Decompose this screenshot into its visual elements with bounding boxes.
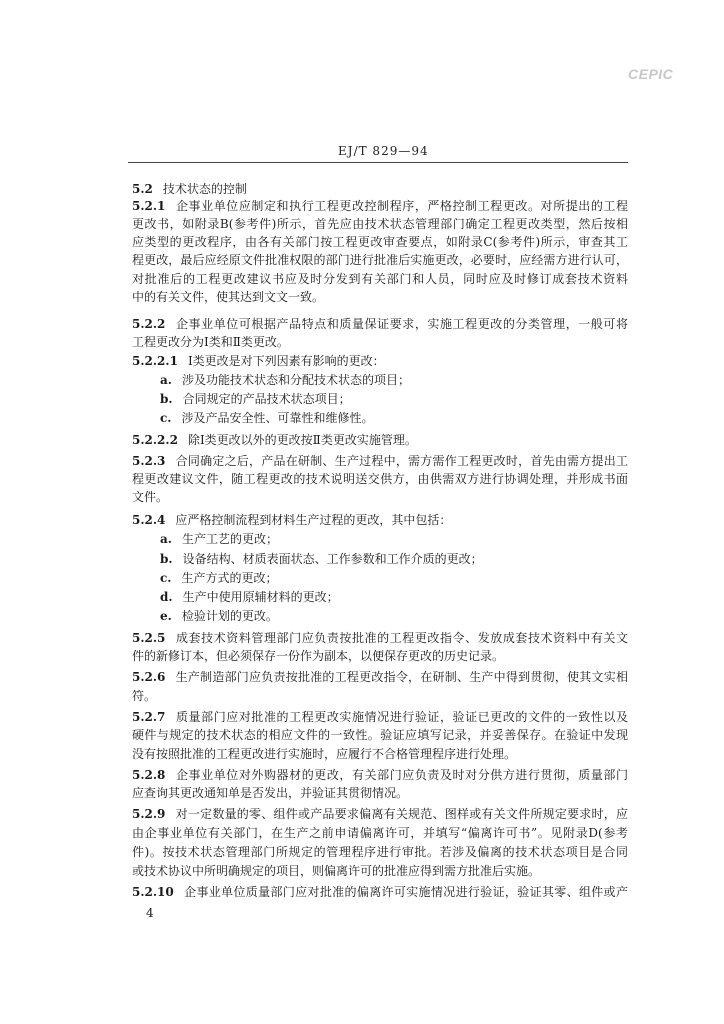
clause-text: 由企事业单位有关部门，在生产之前申请偏离许可，并填写“偏离许可书”。见附录D(参考 [132,826,628,840]
clause-number: a. [160,532,172,546]
clause-text: 涉及功能技术状态和分配技术状态的项目； [181,373,410,387]
clause-text: 企事业单位可根据产品特点和质量保证要求，实施工程更改的分类管理，一般可将 [175,317,628,331]
clause-text: 更改书，如附录B(参考件)所示，首先应由技术状态管理部门确定工程更改类型，然后按相 [132,217,628,231]
clause-number: 5.2.2.1 [132,354,178,368]
text-line [132,180,247,198]
text-line [132,352,385,370]
text-line [160,550,483,568]
clause-text: 没有按照批准的工程更改进行实施时，应履行不合格管理程序进行处理。 [132,747,517,761]
text-line [132,197,628,215]
text-line [160,588,339,606]
clause-text: 程更改，最后应经原文件批准权限的部门进行批准后实施更改，必要时，应经需方进行认可， [132,253,628,267]
clause-text: 企事业单位质量部门应对批准的偏离许可实施情况进行验证，验证其零、组件或产 [183,885,628,899]
clause-text: 企事业单位对外购器材的更改，有关部门应负责及时对分供方进行贯彻，质量部门 [175,768,628,782]
text-line [132,745,516,763]
text-line [132,215,628,233]
text-line [132,270,628,288]
clause-text: 涉及产品安全性、可靠性和维修性。 [181,411,374,425]
text-line [132,862,540,880]
clause-number: 5.2.8 [132,768,166,782]
clause-number: 5.2.5 [132,631,166,645]
text-line [132,805,628,823]
text-line [132,470,628,488]
clause-number: 5.2.10 [132,885,174,899]
clause-text: Ⅰ类更改是对下列因素有影响的更改： [187,354,385,368]
clause-text: 中的有关文件，使其达到文文一致。 [132,290,325,304]
text-line [132,687,156,705]
watermark-logo: CEPIC [628,66,674,82]
clause-number: 5.2 [132,182,153,196]
text-line [160,530,278,548]
text-line [132,629,628,647]
text-line [132,883,628,901]
clause-text: 文件。 [132,490,169,504]
text-line [132,708,628,726]
clause-number: 5.2.2.2 [132,433,178,447]
clause-text: 技术状态的控制 [162,182,247,196]
text-line [132,843,628,861]
document-header: EJ/T 829—94 [338,144,429,158]
page-number: 4 [146,906,154,920]
clause-text: 生产方式的更改； [181,571,278,585]
clause-text: 工程更改分为Ⅰ类和Ⅱ类更改。 [132,335,289,349]
text-line [132,315,628,333]
clause-text: 或技术协议中所明确规定的项目，则偏离许可的批准应得到需方批准后实施。 [132,864,541,878]
clause-text: 件的新修订本，但必须保存一份作为副本，以便保存更改的历史记录。 [132,649,505,663]
text-line [160,390,351,408]
clause-number: 5.2.9 [132,807,166,821]
text-line [160,569,278,587]
text-line [132,333,289,351]
text-line [132,668,628,686]
clause-number: 5.2.6 [132,670,166,684]
clause-number: 5.2.2 [132,317,166,331]
clause-text: 企事业单位应制定和执行工程更改控制程序，严格控制工程更改。对所提出的工程 [175,199,628,213]
clause-text: 生产制造部门应负责按批准的工程更改指令，在研制、生产中得到贯彻，使其文实相 [175,670,628,684]
clause-text: 硬件与规定的技术状态的相应文件的一致性。验证应填写记录，并妥善保存。在验证中发现 [132,728,628,742]
clause-text: 生产中使用原辅材料的更改； [182,590,339,604]
clause-number: e. [160,609,172,623]
header-rule [128,162,628,163]
text-line [132,647,504,665]
clause-text: 件)。按技术状态管理部门所规定的管理程序进行审批。若涉及偏离的技术状态项目是合同 [132,845,628,859]
clause-number: 5.2.3 [132,454,166,468]
clause-number: b. [160,552,173,566]
text-line [132,766,628,784]
text-line [160,371,410,389]
text-line [132,251,628,269]
clause-number: 5.2.1 [132,199,166,213]
clause-text: 除Ⅰ类更改以外的更改按Ⅱ类更改实施管理。 [187,433,417,447]
text-line [160,409,374,427]
text-line [132,288,324,306]
clause-text: 合同确定之后，产品在研制、生产过程中，需方需作工程更改时，首先由需方提出工 [175,454,628,468]
clause-text: 应类型的更改程序，由各有关部门按工程更改审查要点，如附录C(参考件)所示，审查其工 [132,235,628,249]
text-line [132,726,628,744]
clause-number: b. [160,392,173,406]
text-line [132,488,168,506]
text-line [160,607,278,625]
clause-number: 5.2.4 [132,513,166,527]
clause-number: d. [160,590,173,604]
clause-number: a. [160,373,172,387]
clause-text: 对一定数量的零、组件或产品要求偏离有关规范、图样或有关文件所规定要求时，应 [175,807,628,821]
clause-number: c. [160,571,172,585]
clause-text: 应严格控制流程到材料生产过程的更改，其中包括： [175,513,452,527]
clause-text: 生产工艺的更改； [181,532,278,546]
text-line [132,452,628,470]
text-line [132,511,451,529]
clause-text: 程更改建议文件，随工程更改的技术说明送交供方，由供需双方进行协调处理，并形成书面 [132,472,628,486]
clause-text: 应查询其更改通知单是否发出，并验证其贯彻情况。 [132,786,409,800]
text-line [132,431,417,449]
clause-text: 成套技术资料管理部门应负责按批准的工程更改指令、发放成套技术资料中有关文 [175,631,628,645]
clause-text: 符。 [132,689,157,703]
clause-text: 合同规定的产品技术状态项目； [182,392,351,406]
clause-text: 检验计划的更改。 [181,609,278,623]
clause-text: 对批准后的工程更改建议书应及时分发到有关部门和人员，同时应及时修订成套技术资料 [132,272,628,286]
clause-text: 质量部门应对批准的工程更改实施情况进行验证，验证已更改的文件的一致性以及 [175,710,628,724]
text-line [132,233,628,251]
clause-number: c. [160,411,172,425]
clause-number: 5.2.7 [132,710,166,724]
clause-text: 设备结构、材质表面状态、工作参数和工作介质的更改； [182,552,483,566]
text-line [132,824,628,842]
text-line [132,784,408,802]
